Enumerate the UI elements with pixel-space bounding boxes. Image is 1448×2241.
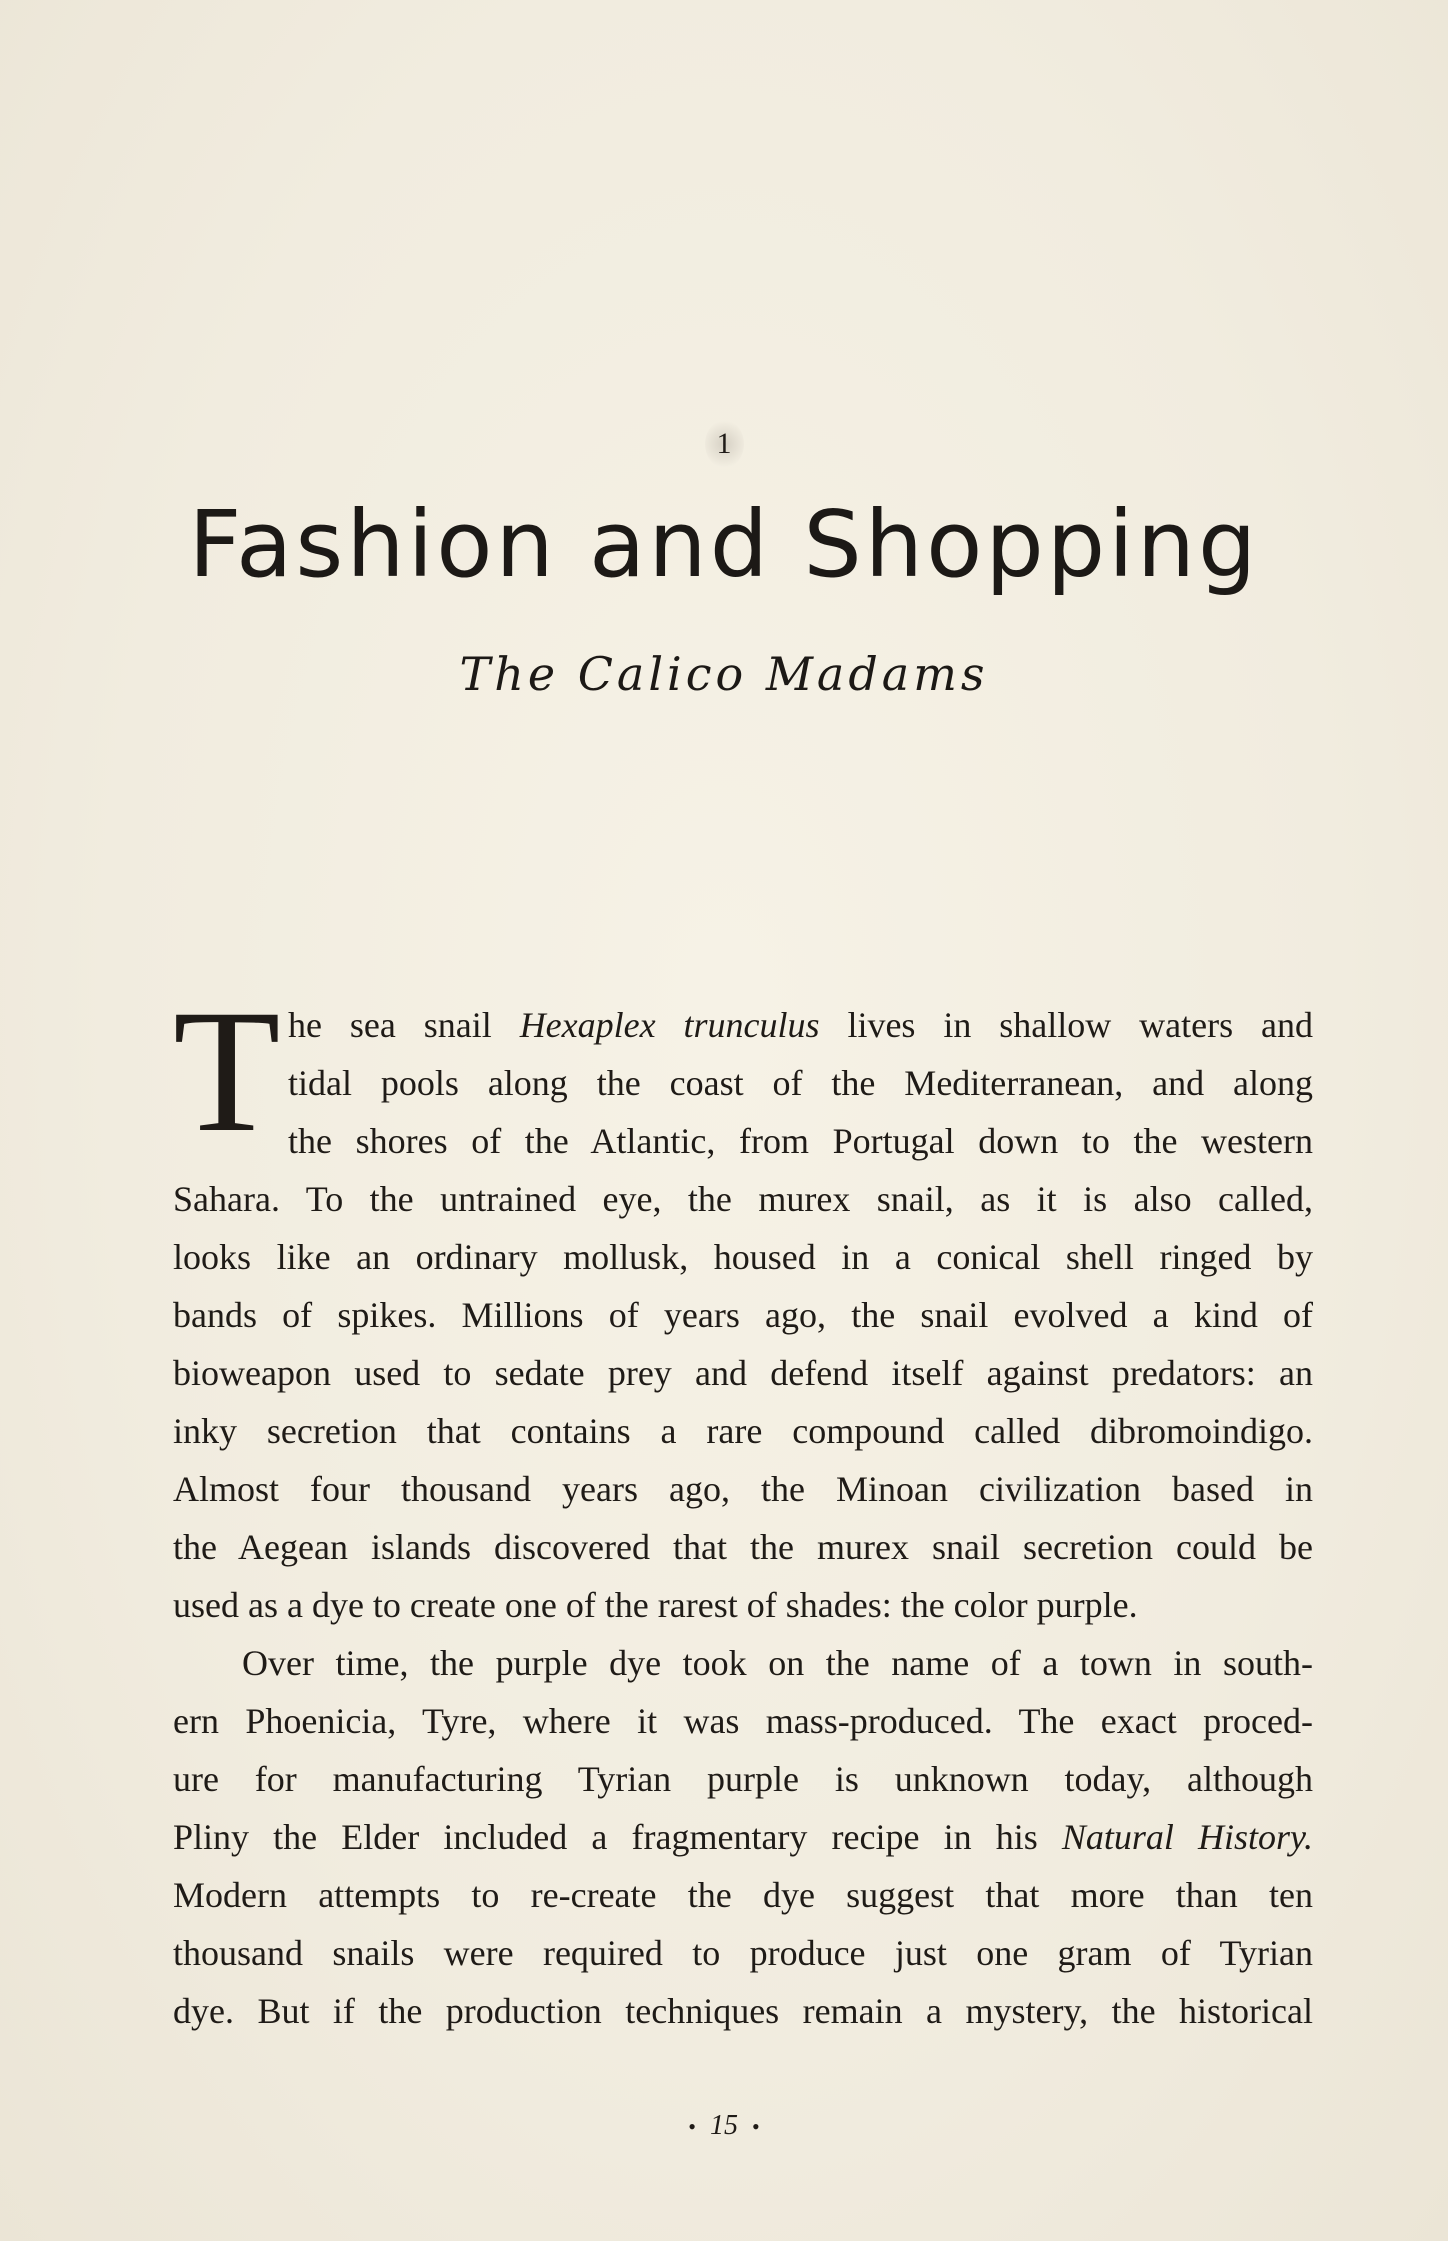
text-line: bands of spikes. Millions of years ago, the snail evolved a kind of (173, 1295, 1313, 1335)
bullet-icon: • (752, 2114, 760, 2139)
text-line: Pliny the Elder included a fragmentary recipe in his Natural History. (173, 1817, 1314, 1857)
text-line: tidal pools along the coast of the Mediterranean, and along (288, 1063, 1313, 1103)
chapter-number (0, 420, 1448, 468)
text-line: thousand snails were required to produce just one gram of Tyrian (173, 1933, 1313, 1973)
page-number-text: 15 (710, 2110, 738, 2141)
text-line: dye. But if the production techniques remain a mystery, the historical (173, 1991, 1313, 2031)
text-line: Over time, the purple dye took on the name of a town in south- (242, 1643, 1313, 1683)
italic-term: Hexaplex trunculus (519, 1005, 820, 1045)
chapter-number-text: 1 (705, 420, 744, 468)
chapter-title: Fashion and Shopping (188, 491, 1260, 598)
chapter-subtitle: The Calico Madams (459, 647, 989, 701)
text-line: looks like an ordinary mollusk, housed in a conical shell ringed by (173, 1237, 1313, 1277)
body-text (173, 996, 1313, 2040)
page-number (0, 2106, 1448, 2147)
text-line: Almost four thousand years ago, the Minoan civilization based in (173, 1469, 1313, 1509)
text-line: he sea snail Hexaplex trunculus lives in shallow waters and (288, 1005, 1314, 1045)
text-line: the shores of the Atlantic, from Portugal down to the western (288, 1121, 1313, 1161)
text-line: the Aegean islands discovered that the murex snail secretion could be (173, 1527, 1313, 1567)
text-line: Sahara. To the untrained eye, the murex snail, as it is also called, (173, 1179, 1313, 1219)
bullet-icon: • (688, 2114, 696, 2139)
drop-cap: T (173, 974, 281, 1169)
text-line: ure for manufacturing Tyrian purple is unknown today, although (173, 1759, 1313, 1799)
text-line: bioweapon used to sedate prey and defend itself against predators: an (173, 1353, 1313, 1393)
text-line: ern Phoenicia, Tyre, where it was mass-produced. The exact proced- (173, 1701, 1313, 1741)
text-line: Modern attempts to re-create the dye suggest that more than ten (173, 1875, 1313, 1915)
italic-title: Natural History. (1061, 1817, 1314, 1857)
text-line: used as a dye to create one of the rarest of shades: the color purple. (173, 1585, 1138, 1625)
text-line: inky secretion that contains a rare compound called dibromoindigo. (173, 1411, 1313, 1451)
